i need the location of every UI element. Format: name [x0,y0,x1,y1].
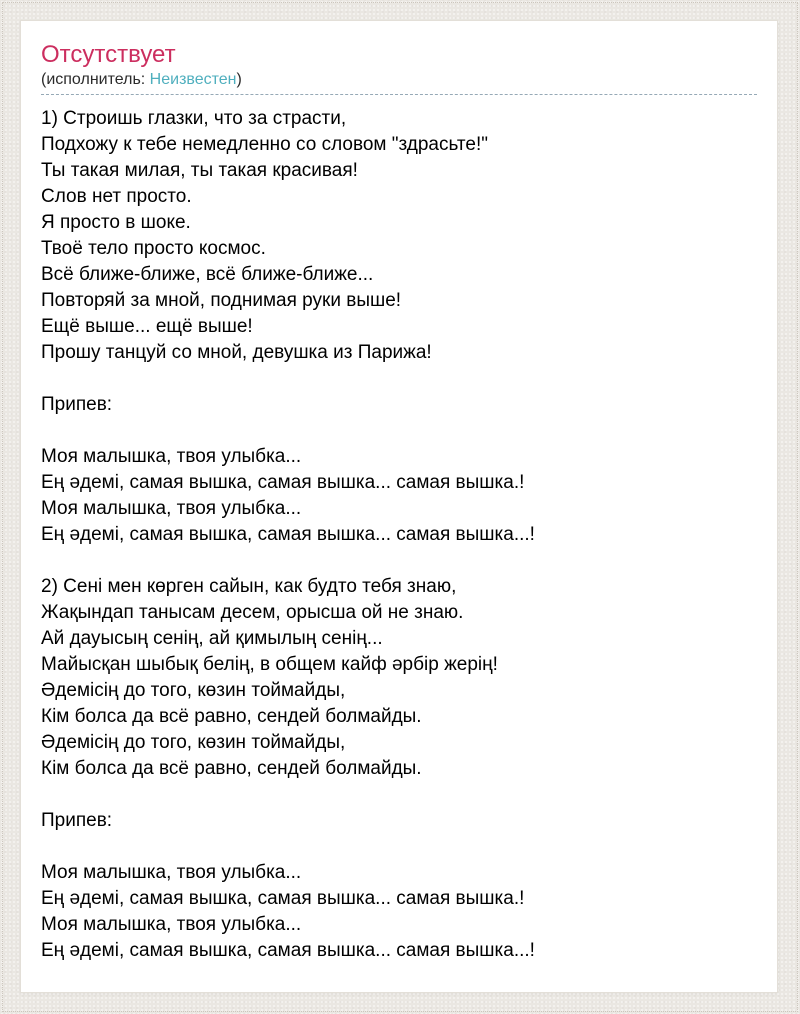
lyric-line [41,418,757,444]
lyric-line: Кім болса да всё равно, сендей болмайды. [41,758,422,779]
lyric-line [41,834,757,860]
lyric-line: Твоё тело просто космос. [41,238,266,259]
lyric-line: Майысқан шыбық белің, в общем кайф әрбір жерің! [41,654,498,675]
lyric-line: Подхожу к тебе немедленно со словом "здрасьте!" [41,134,488,155]
lyric-line: Я просто в шоке. [41,212,191,233]
lyric-line: Моя малышка, твоя улыбка... [41,498,302,519]
lyric-line: Ты такая милая, ты такая красивая! [41,160,358,181]
lyric-line: Моя малышка, твоя улыбка... [41,914,302,935]
lyric-line: Повторяй за мной, поднимая руки выше! [41,290,402,311]
song-header [41,39,757,95]
lyric-line: Всё ближе-ближе, всё ближе-ближе... [41,264,374,285]
lyric-line [41,548,757,574]
lyric-line: Ең әдемі, самая вышка, самая вышка... самая вышка.! [41,472,525,493]
lyrics-card [20,20,778,993]
lyric-line: Ай дауысың сенің, ай қимылың сенің... [41,628,383,649]
artist-link[interactable]: Неизвестен [149,71,237,88]
lyric-line: Прошу танцуй со мной, девушка из Парижа! [41,342,432,363]
lyric-line: 2) Сені мен көрген сайын, как будто тебя знаю, [41,576,457,597]
lyric-line: Моя малышка, твоя улыбка... [41,446,302,467]
lyric-line: Ең әдемі, самая вышка, самая вышка... самая вышка.! [41,888,525,909]
lyric-line: Припев: [41,394,113,415]
artist-suffix: ) [236,71,242,88]
lyric-line: Припев: [41,810,113,831]
lyric-line: 1) Строишь глазки, что за страсти, [41,108,347,129]
lyric-line: Ещё выше... ещё выше! [41,316,253,337]
lyric-line: Слов нет просто. [41,186,192,207]
lyrics-text [41,106,757,964]
lyric-line: Ең әдемі, самая вышка, самая вышка... самая вышка...! [41,940,535,961]
artist-prefix: (исполнитель: [41,71,150,88]
lyric-line: Ең әдемі, самая вышка, самая вышка... самая вышка...! [41,524,535,545]
lyric-line: Кім болса да всё равно, сендей болмайды. [41,706,422,727]
lyric-line: Әдемісің до того, көзин тоймайды, [41,680,346,701]
lyric-line: Әдемісің до того, көзин тоймайды, [41,732,346,753]
lyric-line [41,366,757,392]
lyric-line: Моя малышка, твоя улыбка... [41,862,302,883]
lyric-line: Жақындап танысам десем, орысша ой не знаю. [41,602,464,623]
artist-line [41,69,757,90]
lyric-line [41,782,757,808]
song-title: Отсутствует [41,41,176,68]
